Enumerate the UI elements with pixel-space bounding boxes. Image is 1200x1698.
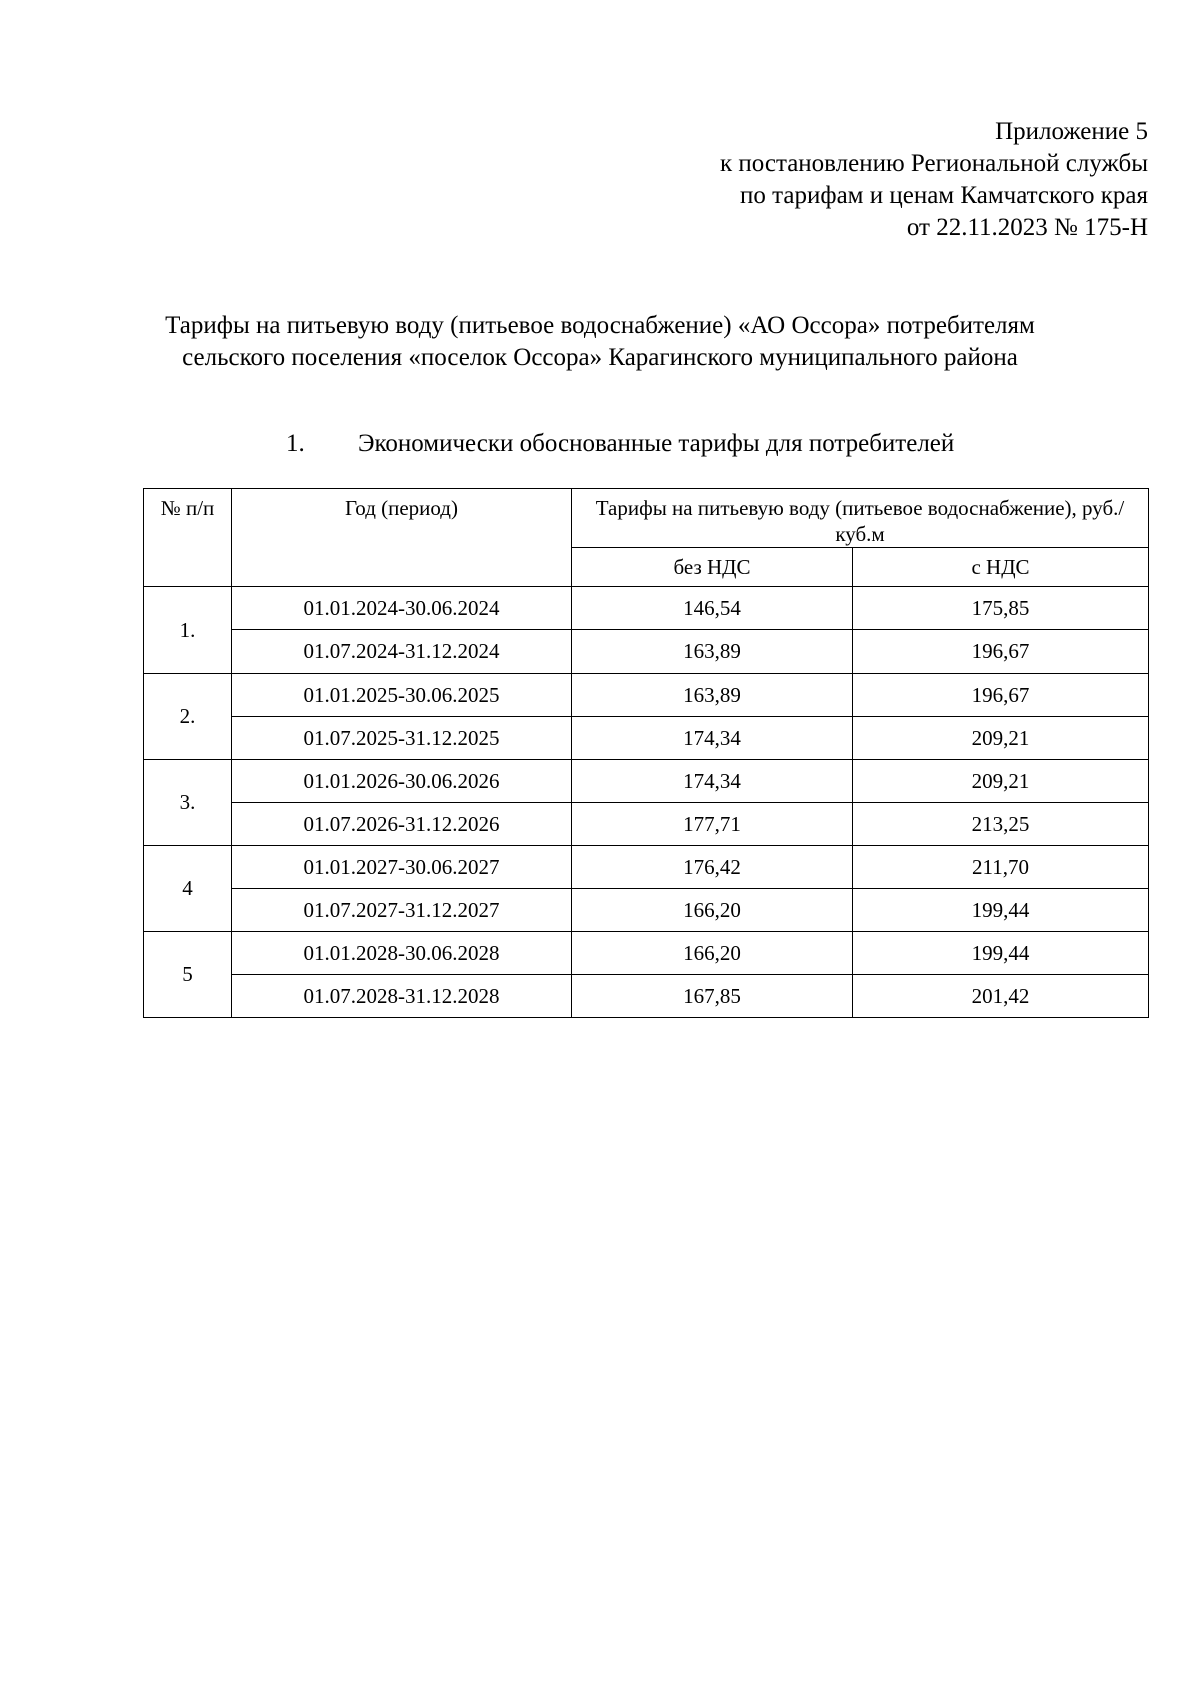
- with-vat-cell: 211,70: [853, 846, 1149, 889]
- table-row: [144, 674, 1149, 717]
- section-number: 1.: [286, 430, 305, 457]
- with-vat-cell: 196,67: [853, 630, 1149, 674]
- with-vat-cell: 201,42: [853, 975, 1149, 1018]
- table-row: [144, 975, 1149, 1018]
- without-vat-cell: 174,34: [572, 717, 853, 760]
- table-row: [144, 717, 1149, 760]
- period-cell: 01.01.2026-30.06.2026: [232, 760, 572, 803]
- period-cell: 01.07.2026-31.12.2026: [232, 803, 572, 846]
- period-cell: 01.07.2024-31.12.2024: [232, 630, 572, 674]
- appendix-line: к постановлению Региональной службы: [719, 150, 1148, 177]
- group-number-cell: 2.: [144, 674, 232, 760]
- without-vat-cell: 163,89: [572, 674, 853, 717]
- with-vat-cell: 213,25: [853, 803, 1149, 846]
- section-heading: [286, 428, 954, 460]
- without-vat-cell: 167,85: [572, 975, 853, 1018]
- appendix-line: Приложение 5: [995, 118, 1148, 145]
- with-vat-cell: 199,44: [853, 889, 1149, 932]
- without-vat-cell: 176,42: [572, 846, 853, 889]
- title-line: Тарифы на питьевую воду (питьевое водоснабжение) «АО Оссора» потребителям: [165, 312, 1035, 339]
- header-without-vat: без НДС: [572, 548, 853, 587]
- without-vat-cell: 177,71: [572, 803, 853, 846]
- with-vat-cell: 209,21: [853, 717, 1149, 760]
- period-cell: 01.01.2027-30.06.2027: [232, 846, 572, 889]
- period-cell: 01.07.2027-31.12.2027: [232, 889, 572, 932]
- period-cell: 01.01.2028-30.06.2028: [232, 932, 572, 975]
- document-title: [60, 310, 1140, 374]
- appendix-line: по тарифам и ценам Камчатского края: [740, 182, 1148, 209]
- period-cell: 01.01.2025-30.06.2025: [232, 674, 572, 717]
- section-heading-text: Экономически обоснованные тарифы для потребителей: [358, 430, 955, 457]
- table-row: [144, 932, 1149, 975]
- without-vat-cell: 174,34: [572, 760, 853, 803]
- group-number-cell: 4: [144, 846, 232, 932]
- without-vat-cell: 146,54: [572, 587, 853, 630]
- with-vat-cell: 175,85: [853, 587, 1149, 630]
- with-vat-cell: 199,44: [853, 932, 1149, 975]
- table-row: [144, 587, 1149, 630]
- title-line: сельского поселения «поселок Оссора» Карагинского муниципального района: [182, 344, 1018, 371]
- with-vat-cell: 196,67: [853, 674, 1149, 717]
- group-number-cell: 1.: [144, 587, 232, 674]
- without-vat-cell: 166,20: [572, 932, 853, 975]
- header-tariffs: Тарифы на питьевую воду (питьевое водоснабжение), руб./куб.м: [572, 489, 1149, 548]
- group-number-cell: 3.: [144, 760, 232, 846]
- with-vat-cell: 209,21: [853, 760, 1149, 803]
- table-row: [144, 889, 1149, 932]
- group-number-cell: 5: [144, 932, 232, 1018]
- appendix-block: [448, 116, 1148, 244]
- without-vat-cell: 166,20: [572, 889, 853, 932]
- period-cell: 01.07.2028-31.12.2028: [232, 975, 572, 1018]
- table-row: [144, 760, 1149, 803]
- table-row: [144, 630, 1149, 674]
- tariffs-table: [143, 488, 1149, 1018]
- table-row: [144, 846, 1149, 889]
- header-with-vat: с НДС: [853, 548, 1149, 587]
- without-vat-cell: 163,89: [572, 630, 853, 674]
- period-cell: 01.07.2025-31.12.2025: [232, 717, 572, 760]
- table-row: [144, 803, 1149, 846]
- header-period: Год (период): [232, 489, 572, 587]
- header-number: № п/п: [144, 489, 232, 587]
- appendix-line: от 22.11.2023 № 175-Н: [906, 214, 1148, 241]
- period-cell: 01.01.2024-30.06.2024: [232, 587, 572, 630]
